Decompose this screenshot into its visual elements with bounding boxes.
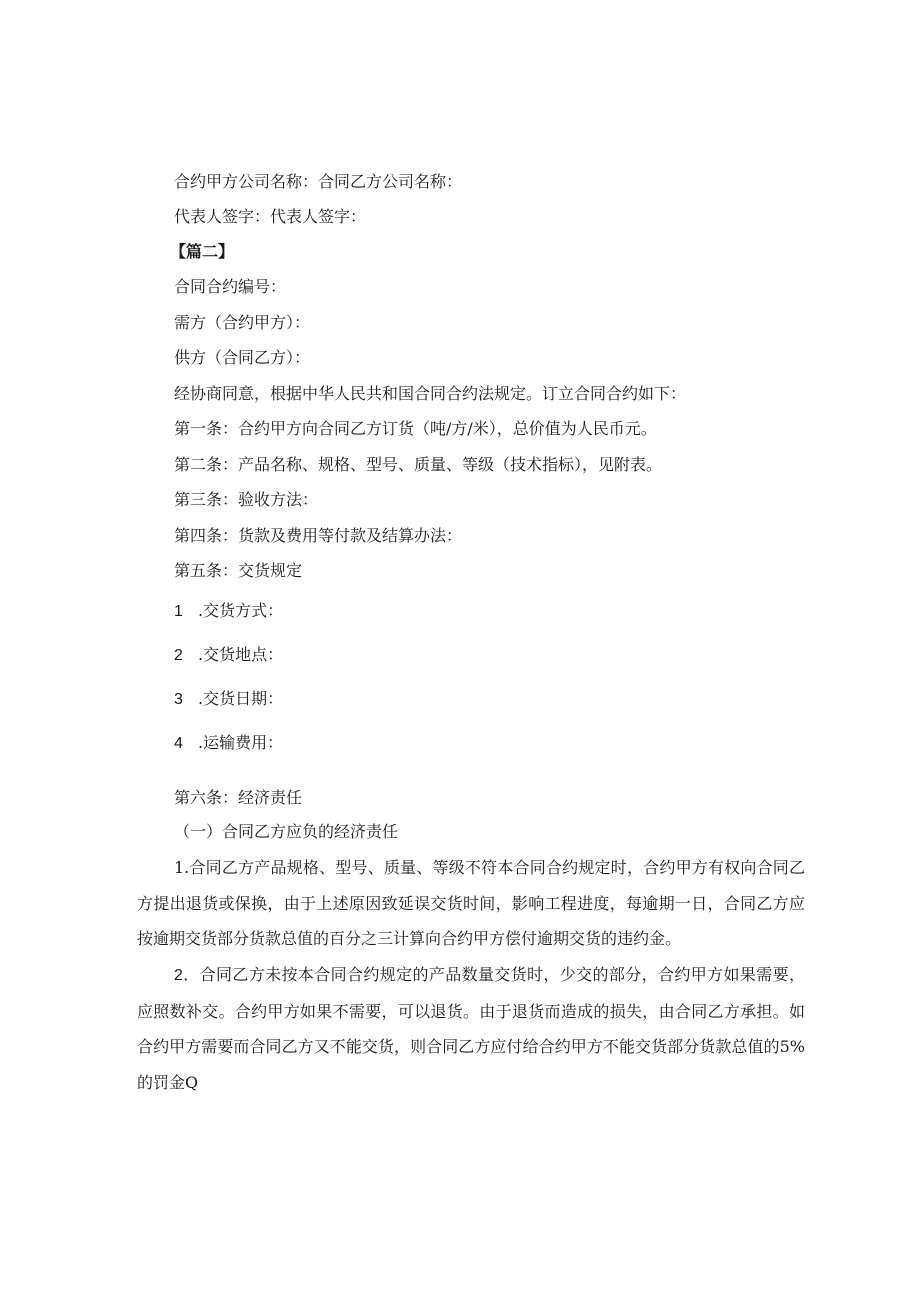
delivery-item (174, 733, 283, 754)
supplier-line: 供方（合同乙方）： (174, 348, 311, 367)
subsection-heading: （一）合同乙方应负的经济责任 (174, 822, 399, 841)
delivery-item (174, 689, 283, 710)
buyer-line: 需方（合约甲方）： (174, 313, 311, 332)
clause-2 (137, 957, 805, 1100)
article-5: 第五条：交货规定 (174, 561, 303, 580)
contract-number-line: 合同合约编号： (174, 277, 287, 296)
article-4: 第四条：货款及费用等付款及结算办法： (174, 526, 463, 545)
clause-2-number: 2 (174, 967, 183, 984)
delivery-item-number: 1 (174, 603, 183, 620)
preamble-line: 经协商同意，根据中华人民共和国合同合约法规定。订立合同合约如下： (174, 384, 687, 403)
delivery-item-number: 4 (174, 735, 183, 752)
company-names-line: 合约甲方公司名称：合同乙方公司名称： (174, 172, 463, 191)
clause-1: 1.合同乙方产品规格、型号、质量、等级不符本合同合约规定时，合约甲方有权向合同乙方提出退货或保换，由于上述原因致延误交货时间，影响工程进度，每逾期一日，合同乙方应按逾期交货部分货款总值的百分之三计算向合约甲方偿付逾期交货的违约金。 (137, 858, 805, 948)
section-heading: 【篇二】 (170, 242, 235, 261)
delivery-item-text: .运输费用： (198, 733, 284, 752)
delivery-item (174, 601, 283, 622)
clause-2-text: ．合同乙方未按本合同合约规定的产品数量交货时，少交的部分，合约甲方如果需要，应照数补交。合约甲方如果不需要，可以退货。由于退货而造成的损失，由合同乙方承担。如合约甲方需要而合同乙方又不能交货，则合同乙方应付给合约甲方不能交货部分货款总值的5%的罚金Q (137, 965, 805, 1092)
delivery-item (174, 645, 283, 666)
article-1: 第一条：合约甲方向合同乙方订货（吨/方/米），总价值为人民币元。 (174, 419, 657, 438)
article-2: 第二条：产品名称、规格、型号、质量、等级（技术指标），见附表。 (174, 455, 663, 474)
delivery-item-number: 3 (174, 691, 183, 708)
delivery-item-text: .交货方式： (198, 601, 284, 620)
article-6: 第六条：经济责任 (174, 788, 303, 807)
article-3: 第三条：验收方法： (174, 490, 319, 509)
delivery-item-text: .交货日期： (198, 689, 284, 708)
delivery-item-number: 2 (174, 647, 183, 664)
delivery-item-text: .交货地点： (198, 645, 284, 664)
representatives-line: 代表人签字：代表人签字： (174, 207, 367, 226)
